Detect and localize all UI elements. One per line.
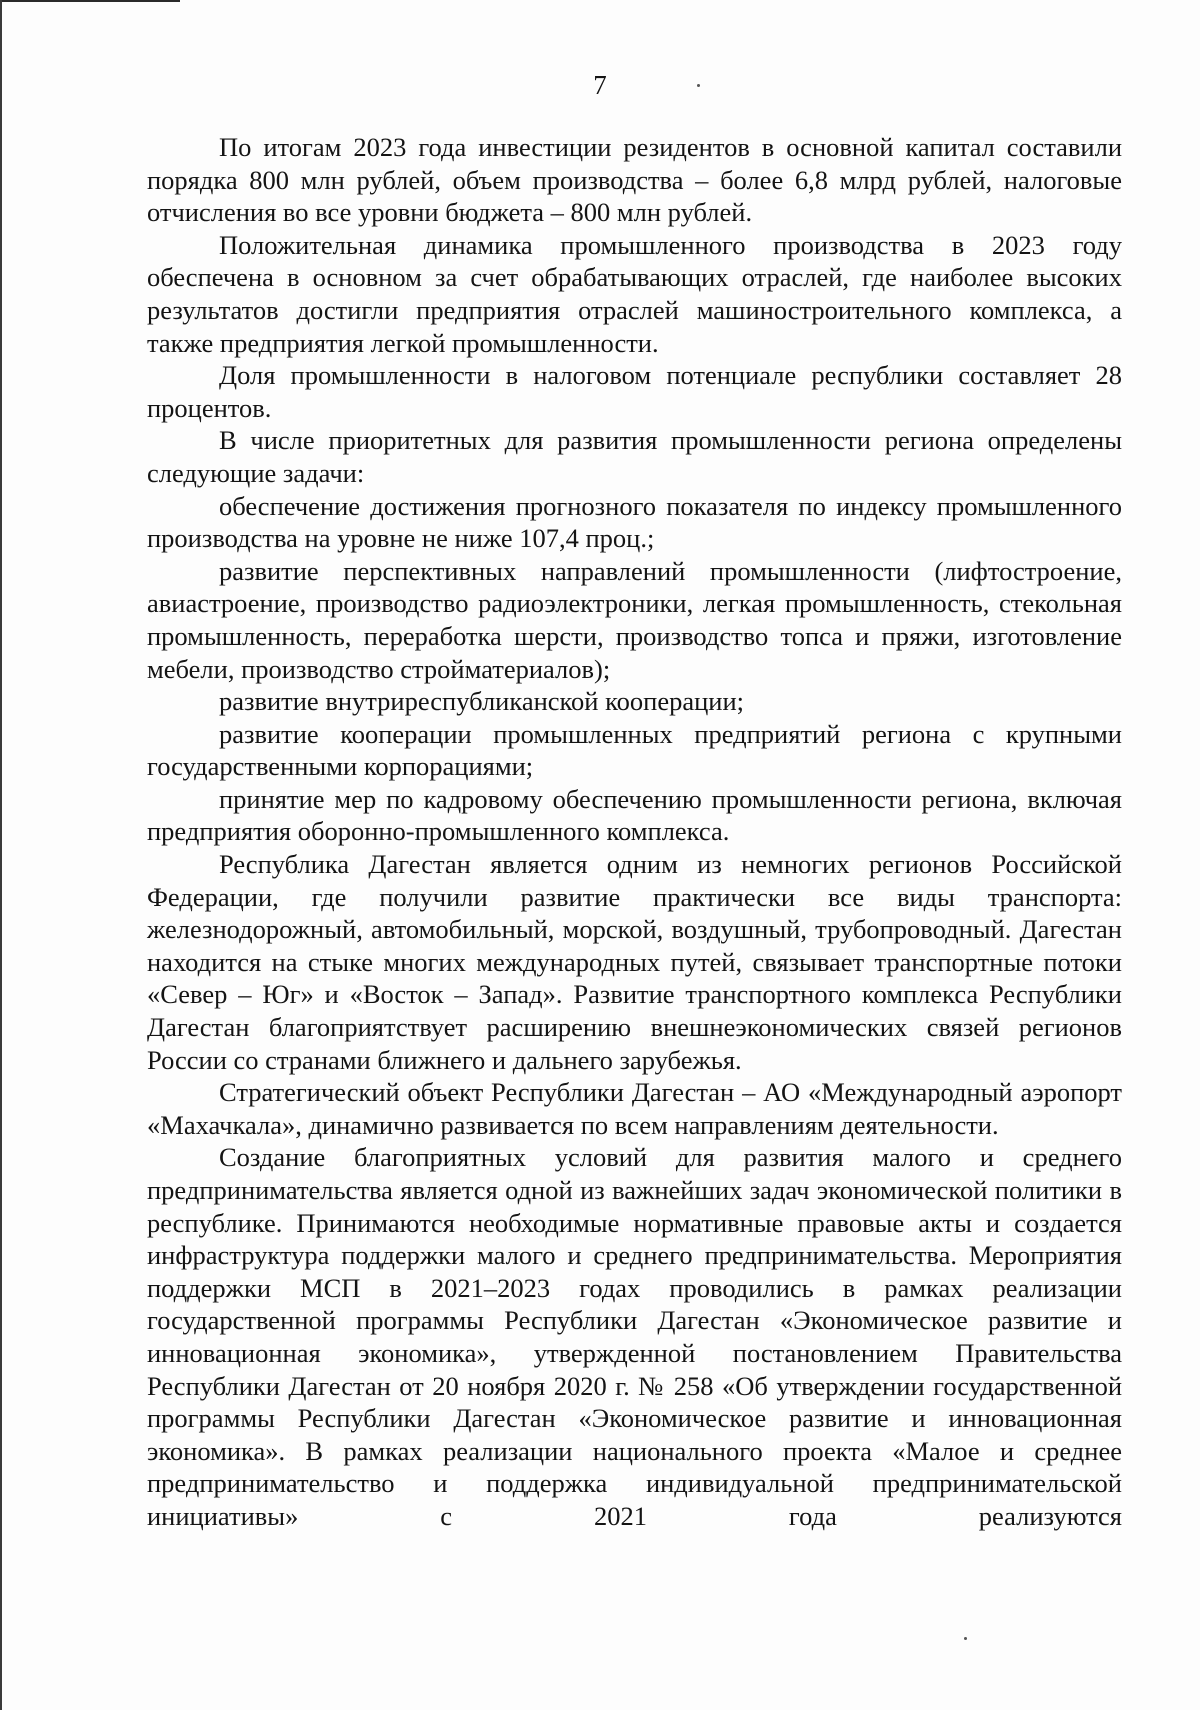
list-item-production-index: обеспечение достижения прогнозного показателя по индексу промышленного производства на уровне не ниже 107,4 проц.; <box>147 490 1122 554</box>
paragraph-industry-tax-share: Доля промышленности в налоговом потенциале республики составляет 28 процентов. <box>147 360 1122 423</box>
list-item-state-corporations-cooperation: развитие кооперации промышленных предприятий региона с крупными государственными корпорациями; <box>147 718 1122 782</box>
body-text <box>147 131 1122 1533</box>
scan-edge-top <box>0 0 180 2</box>
page-number: 7 <box>593 70 607 100</box>
paragraph-priority-tasks-intro: В числе приоритетных для развития промышленности региона определены следующие задачи: <box>147 425 1122 488</box>
scan-speck <box>964 1637 967 1640</box>
list-item-staffing-measures: принятие мер по кадровому обеспечению промышленности региона, включая предприятия оборонно-промышленного комплекса. <box>147 783 1122 847</box>
list-item-intra-republic-cooperation: развитие внутриреспубликанской кооперации; <box>219 686 745 717</box>
paragraph-industrial-dynamics: Положительная динамика промышленного производства в 2023 году обеспечена в основном за счет обрабатывающих отраслей, где наиболее высоких результатов достигли предприятия отраслей машиностроительного комплекса, а также предприятия легкой промышленности. <box>147 229 1122 358</box>
paragraph-small-business: Создание благоприятных условий для развития малого и среднего предпринимательства является одной из важнейших задач экономической политики в республике. Принимаются необходимые нормативные правовые акты и создается инфраструктура поддержки малого и среднего предпринимательства. Мероприятия поддержки МСП в 2021–2023 годах проводились в рамках реализации государственной программы Республики Дагестан «Экономическое развитие и инновационная экономика», утвержденной постановлением Правительства Республики Дагестан от 20 ноября 2020 г. № 258 «Об утверждении государственной программы Республики Дагестан «Экономическое развитие и инновационная экономика». В рамках реализации национального проекта «Малое и среднее предпринимательство и поддержка индивидуальной предпринимательской инициативы» с 2021 года реализуются <box>147 1142 1122 1531</box>
paragraph-transport: Республика Дагестан является одним из немногих регионов Российской Федерации, где получили развитие практически все виды транспорта: железнодорожный, автомобильный, морской, воздушный, трубопроводный. Дагестан находится на стыке многих международных путей, связывает транспортные потоки «Север – Юг» и «Восток – Запад». Развитие транспортного комплекса Республики Дагестан благоприятствует расширению внешнеэкономических связей регионов России со странами ближнего и дальнего зарубежья. <box>147 849 1122 1075</box>
paragraph-airport: Стратегический объект Республики Дагестан – АО «Международный аэропорт «Махачкала», динамично развивается по всем направлениям деятельности. <box>147 1077 1122 1140</box>
paragraph-investment-results: По итогам 2023 года инвестиции резидентов в основной капитал составили порядка 800 млн рублей, объем производства – более 6,8 млрд рублей, налоговые отчисления во все уровни бюджета – 800 млн рублей. <box>147 132 1122 228</box>
list-item-promising-directions: развитие перспективных направлений промышленности (лифтостроение, авиастроение, производство радиоэлектроники, легкая промышленность, стекольная промышленность, переработка шерсти, производство топса и пряжи, изготовление мебели, производство стройматериалов); <box>147 555 1122 684</box>
scan-edge-left <box>0 0 2 1710</box>
